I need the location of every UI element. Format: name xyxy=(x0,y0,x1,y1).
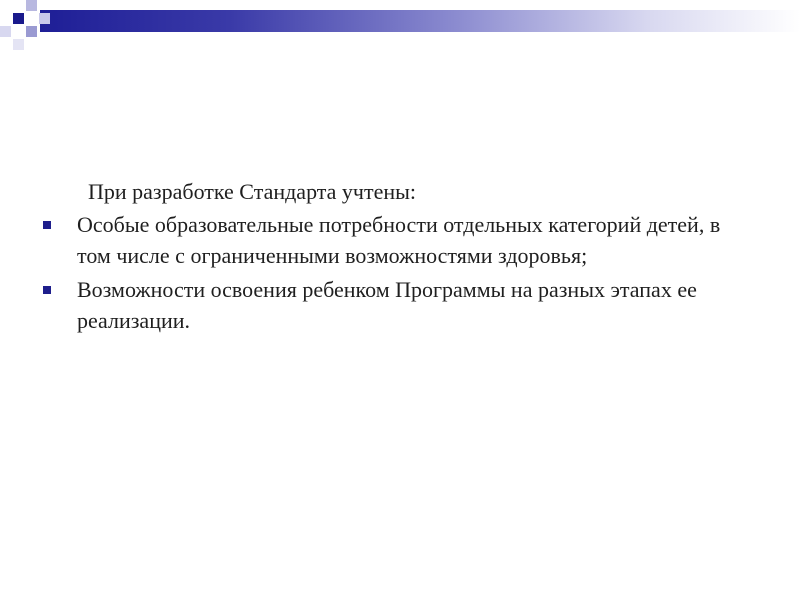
bullet-list xyxy=(40,209,740,336)
bullet-text: Возможности освоения ребенком Программы на разных этапах ее реализации. xyxy=(77,277,697,333)
slide-body xyxy=(40,176,740,339)
bullet-text: Особые образовательные потребности отдельных категорий детей, в том числе с ограниченными возможностями здоровья; xyxy=(77,212,721,268)
decor-square xyxy=(0,26,11,37)
decor-square xyxy=(26,26,37,37)
bullet-item xyxy=(40,274,740,336)
decor-square xyxy=(26,0,37,11)
decor-square xyxy=(13,39,24,50)
bullet-item xyxy=(40,209,740,271)
decor-square xyxy=(13,13,24,24)
square-bullet-icon xyxy=(43,286,51,294)
intro-text: При разработке Стандарта учтены: xyxy=(88,179,417,204)
decor-square xyxy=(39,13,50,24)
square-bullet-icon xyxy=(43,221,51,229)
top-decor-band xyxy=(40,10,800,32)
